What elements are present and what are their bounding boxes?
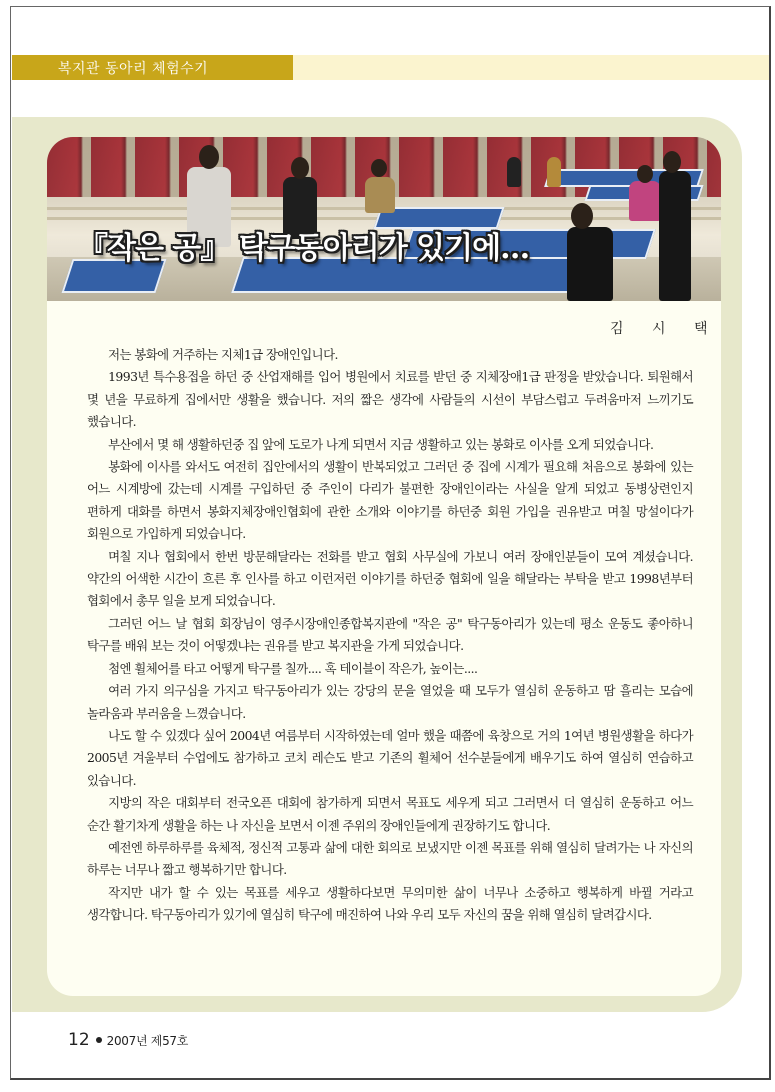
article-headline: 『작은 공』 탁구동아리가 있기에… <box>78 231 530 266</box>
section-title: 복지관 동아리 체험수기 <box>58 61 209 77</box>
paragraph: 지방의 작은 대회부터 전국오픈 대회에 참가하게 되면서 목표도 세우게 되고 그러면서 더 열심히 운동하고 어느 순간 활기차게 생활을 하는 나 자신을 보면서 이젠 주위의 장애인들에게 권장하기도 합니다. <box>87 795 693 833</box>
paragraph: 여러 가지 의구심을 가지고 탁구동아리가 있는 강당의 문을 열었을 때 모두가 열심히 운동하고 땀 흘리는 모습에 놀라움과 부러움을 느꼈습니다. <box>87 683 693 721</box>
page-footer <box>68 1030 188 1050</box>
paragraph: 첨엔 휠체어를 타고 어떻게 탁구를 칠까.... 혹 테이블이 작은가, 높이는.... <box>108 660 478 676</box>
paragraph: 봉화에 이사를 와서도 여전히 집안에서의 생활이 반복되었고 그러던 중 집에 시계가 필요해 처음으로 봉화에 있는 어느 시계방에 갔는데 시계를 구입하던 중 주인이 다리가 불편한 장애인이라는 사실을 알게 되었고 동병상련인지 편하게 대화를 하면서 봉화지체장애인협회에 관한 소개와 이야기를 하던중 회원 가입을 권유받고 며칠 망설이다가 회원으로 가입하게 되었습니다. <box>87 459 693 542</box>
paragraph: 작지만 내가 할 수 있는 목표를 세우고 생활하다보면 무의미한 삶이 너무나 소중하고 행복하게 바뀔 거라고 생각합니다. 탁구동아리가 있기에 열심히 탁구에 매진하여 나와 우리 모두 자신의 꿈을 위해 열심히 달려갑시다. <box>87 884 693 923</box>
paragraph: 저는 봉화에 거주하는 지체1급 장애인입니다. <box>108 347 338 362</box>
article-body <box>87 344 693 927</box>
table-tennis-photo <box>47 137 721 301</box>
paragraph: 부산에서 몇 해 생활하던중 집 앞에 도로가 나게 되면서 지금 생활하고 있는 봉화로 이사를 오게 되었습니다. <box>108 436 654 452</box>
paragraph: 그러던 어느 날 협회 회장님이 영주시장애인종합복지관에 "작은 공" 탁구동아리가 있는데 평소 운동도 좋아하니 탁구를 배워 보는 것이 어떻겠냐는 권유를 받고 복지관을 가게 되었습니다. <box>87 615 693 654</box>
issue-label: 2007년 제57호 <box>106 1034 189 1048</box>
paragraph: 1993년 특수용접을 하던 중 산업재해를 입어 병원에서 치료를 받던 중 지체장애1급 판정을 받았습니다. 퇴원해서 몇 년을 무료하게 집에서만 생활을 했습니다. 저의 짧은 생각에 사람들의 시선이 부담스럽고 두려움마저 느끼기도 했습니다. <box>87 369 693 430</box>
paragraph: 예전엔 하루하루를 육체적, 정신적 고통과 삶에 대한 회의로 보냈지만 이젠 목표를 위해 열심히 달려가는 나 자신의 하루는 너무나 짧고 행복하기만 합니다. <box>87 839 693 878</box>
author-name: 김 시 택 <box>610 321 720 337</box>
page-number: 12 <box>68 1030 90 1050</box>
bullet-dot-icon <box>96 1037 102 1043</box>
header-band-tail <box>293 55 769 80</box>
paragraph: 며칠 지나 협회에서 한번 방문해달라는 전화를 받고 협회 사무실에 가보니 여러 장애인분들이 모여 계셨습니다. 약간의 어색한 시간이 흐른 후 인사를 하고 이런저런 이야기를 하던중 협회에 일을 해달라는 부탁을 받고 1998년부터 협회에서 총무 일을 보게 되었습니다. <box>87 548 693 609</box>
paragraph: 나도 할 수 있겠다 싶어 2004년 여름부터 시작하였는데 얼마 했을 때쯤에 육창으로 거의 1여년 병원생활을 하다가 2005년 겨울부터 수업에도 참가하고 코치 레슨도 받고 기존의 휠체어 선수분들에게 배우기도 하여 열심히 연습하고 있습니다. <box>87 727 693 788</box>
